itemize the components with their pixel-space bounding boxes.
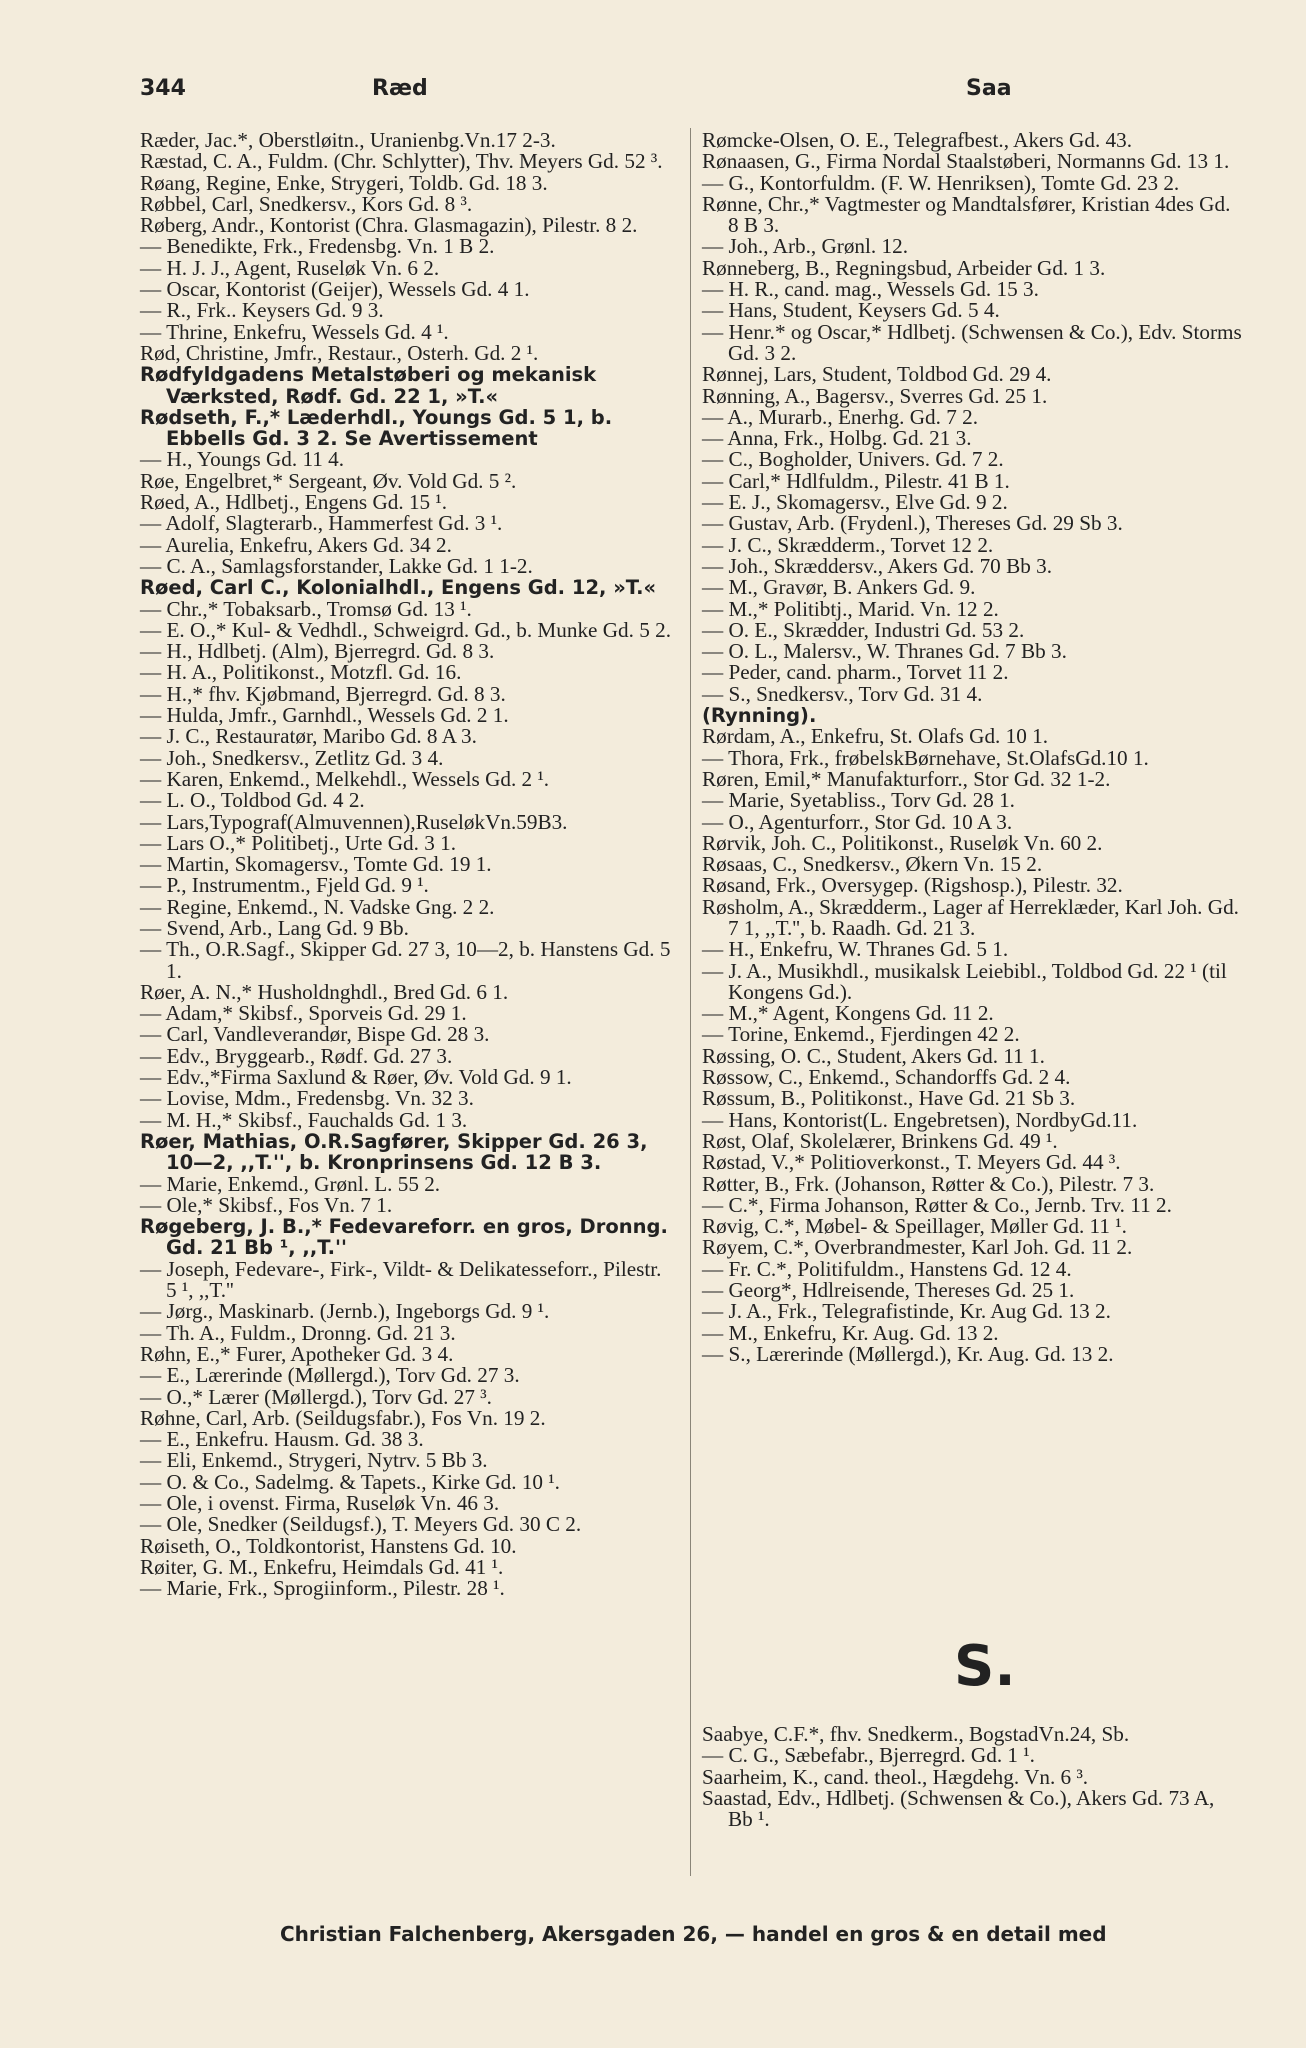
directory-entry: — Eli, Enkemd., Strygeri, Nytrv. 5 Bb 3. bbox=[140, 1448, 488, 1473]
s-section-entries bbox=[702, 1724, 1242, 1830]
directory-entry: — Oscar, Kontorist (Geijer), Wessels Gd. 4 1. bbox=[140, 277, 530, 302]
directory-entry: — C. G., Sæbefabr., Bjerregrd. Gd. 1 ¹. bbox=[702, 1743, 1035, 1768]
right-column bbox=[702, 130, 1242, 1365]
directory-entry: — Fr. C.*, Politifuldm., Hanstens Gd. 12 4. bbox=[702, 1256, 1072, 1281]
directory-entry: Røgeberg, J. B.,* Fedevareforr. en gros, Dronng. Gd. 21 Bb ¹, ,,T.'' bbox=[140, 1215, 668, 1260]
directory-entry: — Benedikte, Frk., Fredensbg. Vn. 1 B 2. bbox=[140, 234, 495, 259]
directory-entry: — Marie, Frk., Sprogiinform., Pilestr. 28 ¹. bbox=[140, 1576, 505, 1601]
directory-entry: — Th. A., Fuldm., Dronng. Gd. 21 3. bbox=[140, 1320, 456, 1345]
directory-entry: — Regine, Enkemd., N. Vadske Gng. 2 2. bbox=[140, 894, 495, 919]
directory-entry: Røhn, E.,* Furer, Apotheker Gd. 3 4. bbox=[140, 1341, 454, 1366]
directory-entry: — H. A., Politikonst., Motzfl. Gd. 16. bbox=[140, 660, 462, 685]
directory-entry: — Edv., Bryggearb., Rødf. Gd. 27 3. bbox=[140, 1043, 453, 1068]
directory-entry: Rørvik, Joh. C., Politikonst., Ruseløk Vn. 60 2. bbox=[702, 830, 1103, 855]
section-letter-heading: S. bbox=[954, 1634, 1016, 1699]
directory-entry: — Henr.* og Oscar,* Hdlbetj. (Schwensen & Co.), Edv. Storms Gd. 3 2. bbox=[702, 319, 1242, 365]
footer-advertisement: Christian Falchenberg, Akersgaden 26, — handel en gros & en detail med bbox=[280, 1922, 1107, 1946]
directory-entry: — Karen, Enkemd., Melkehdl., Wessels Gd. 2 ¹. bbox=[140, 766, 550, 791]
running-head-right: Saa bbox=[966, 76, 1012, 101]
directory-entry: — Joh., Skræddersv., Akers Gd. 70 Bb 3. bbox=[702, 553, 1052, 578]
directory-entry: — Th., O.R.Sagf., Skipper Gd. 27 3, 10—2, b. Hanstens Gd. 5 1. bbox=[140, 937, 671, 983]
directory-entry: Røyem, C.*, Overbrandmester, Karl Joh. Gd. 11 2. bbox=[702, 1235, 1133, 1260]
directory-entry: — Ole,* Skibsf., Fos Vn. 7 1. bbox=[140, 1192, 393, 1217]
directory-entry: — J. C., Skrædderm., Torvet 12 2. bbox=[702, 532, 994, 557]
directory-entry: Røstad, V.,* Politioverkonst., T. Meyers Gd. 44 ³. bbox=[702, 1150, 1121, 1175]
directory-entry: Røed, Carl C., Kolonialhdl., Engens Gd. 12, »T.« bbox=[140, 576, 657, 600]
directory-entry: — Joh., Arb., Grønl. 12. bbox=[702, 234, 908, 259]
directory-entry: Rønnej, Lars, Student, Toldbod Gd. 29 4. bbox=[702, 362, 1052, 387]
left-column bbox=[140, 130, 672, 1599]
directory-entry: — Carl, Vandleverandør, Bispe Gd. 28 3. bbox=[140, 1022, 490, 1047]
directory-entry: — Joh., Snedkersv., Zetlitz Gd. 3 4. bbox=[140, 745, 444, 770]
directory-entry: — R., Frk.. Keysers Gd. 9 3. bbox=[140, 298, 384, 323]
directory-entry: — H.,* fhv. Kjøbmand, Bjerregrd. Gd. 8 3. bbox=[140, 681, 506, 706]
directory-entry: — J. C., Restauratør, Maribo Gd. 8 A 3. bbox=[140, 724, 477, 749]
directory-entry: Røsholm, A., Skrædderm., Lager af Herreklæder, Karl Joh. Gd. 7 1, ,,T.'', b. Raadh. Gd. 21 3. bbox=[702, 894, 1239, 940]
directory-entry: — P., Instrumentm., Fjeld Gd. 9 ¹. bbox=[140, 873, 429, 898]
directory-entry: Røer, A. N.,* Husholdnghdl., Bred Gd. 6 1. bbox=[140, 979, 509, 1004]
directory-entry: — O. L., Malersv., W. Thranes Gd. 7 Bb 3. bbox=[702, 639, 1067, 664]
directory-entry: Saastad, Edv., Hdlbetj. (Schwensen & Co.), Akers Gd. 73 A, Bb ¹. bbox=[702, 1785, 1215, 1832]
directory-entry: Rørdam, A., Enkefru, St. Olafs Gd. 10 1. bbox=[702, 724, 1049, 749]
directory-entry: — E. O.,* Kul- & Vedhdl., Schweigrd. Gd., b. Munke Gd. 5 2. bbox=[140, 617, 672, 642]
directory-entry: — L. O., Toldbod Gd. 4 2. bbox=[140, 788, 365, 813]
directory-entry: (Rynning). bbox=[702, 704, 817, 728]
directory-entry: — Thora, Frk., frøbelskBørnehave, St.OlafsGd.10 1. bbox=[702, 745, 1149, 770]
directory-entry: — C.*, Firma Johanson, Røtter & Co., Jernb. Trv. 11 2. bbox=[702, 1192, 1172, 1217]
directory-entry: Røhne, Carl, Arb. (Seildugsfabr.), Fos Vn. 19 2. bbox=[140, 1405, 546, 1430]
directory-entry: — O. & Co., Sadelmg. & Tapets., Kirke Gd. 10 ¹. bbox=[140, 1469, 560, 1494]
directory-entry: Røren, Emil,* Manufakturforr., Stor Gd. 32 1-2. bbox=[702, 766, 1111, 791]
directory-entry: — H., Enkefru, W. Thranes Gd. 5 1. bbox=[702, 937, 1009, 962]
directory-entry: Røtter, B., Frk. (Johanson, Røtter & Co.), Pilestr. 7 3. bbox=[702, 1171, 1155, 1196]
directory-entry: — Anna, Frk., Holbg. Gd. 21 3. bbox=[702, 426, 972, 451]
directory-entry: — Joseph, Fedevare-, Firk-, Vildt- & Delikatesseforr., Pilestr. 5 ¹, ,,T.'' bbox=[140, 1256, 662, 1303]
directory-entry: — C., Bogholder, Univers. Gd. 7 2. bbox=[702, 447, 1004, 472]
directory-entry: — Marie, Enkemd., Grønl. L. 55 2. bbox=[140, 1171, 441, 1196]
directory-entry: — S., Lærerinde (Møllergd.), Kr. Aug. Gd. 13 2. bbox=[702, 1341, 1114, 1366]
directory-entry: Rødseth, F.,* Læderhdl., Youngs Gd. 5 1, b. Ebbells Gd. 3 2. Se Avertissement bbox=[140, 405, 613, 451]
directory-entry: Saabye, C.F.*, fhv. Snedkerm., BogstadVn.24, Sb. bbox=[702, 1722, 1130, 1746]
directory-entry: Røbbel, Carl, Snedkersv., Kors Gd. 8 ³. bbox=[140, 191, 473, 216]
directory-entry: — Peder, cand. pharm., Torvet 11 2. bbox=[702, 660, 1009, 685]
directory-entry: Røer, Mathias, O.R.Sagfører, Skipper Gd. 26 3, 10—2, ,,T.'', b. Kronprinsens Gd. 12 B 3. bbox=[140, 1129, 648, 1175]
directory-entry: — Aurelia, Enkefru, Akers Gd. 34 2. bbox=[140, 532, 452, 557]
directory-entry: — E., Enkefru. Hausm. Gd. 38 3. bbox=[140, 1427, 424, 1452]
directory-entry: — H. R., cand. mag., Wessels Gd. 15 3. bbox=[702, 277, 1039, 302]
directory-entry: — Chr.,* Tobaksarb., Tromsø Gd. 13 ¹. bbox=[140, 596, 472, 621]
directory-entry: — C. A., Samlagsforstander, Lakke Gd. 1 1-2. bbox=[140, 553, 533, 578]
directory-entry: — M.,* Politibtj., Marid. Vn. 12 2. bbox=[702, 596, 999, 621]
directory-entry: — O.,* Lærer (Møllergd.), Torv Gd. 27 ³. bbox=[140, 1384, 492, 1409]
directory-entry: — H. J. J., Agent, Ruseløk Vn. 6 2. bbox=[140, 255, 440, 280]
directory-entry: Rønneberg, B., Regningsbud, Arbeider Gd. 1 3. bbox=[702, 255, 1106, 280]
directory-entry: — Svend, Arb., Lang Gd. 9 Bb. bbox=[140, 915, 409, 940]
directory-entry: — Jørg., Maskinarb. (Jernb.), Ingeborgs Gd. 9 ¹. bbox=[140, 1299, 550, 1324]
directory-entry: Ræstad, C. A., Fuldm. (Chr. Schlytter), Thv. Meyers Gd. 52 ³. bbox=[140, 149, 663, 174]
column-divider bbox=[690, 128, 691, 1876]
directory-entry: Røssum, B., Politikonst., Have Gd. 21 Sb 3. bbox=[702, 1086, 1076, 1111]
directory-entry: — M.,* Agent, Kongens Gd. 11 2. bbox=[702, 1001, 994, 1026]
directory-entry: Rønning, A., Bagersv., Sverres Gd. 25 1. bbox=[702, 383, 1048, 408]
directory-entry: — H., Youngs Gd. 11 4. bbox=[140, 447, 345, 472]
directory-entry: — Adolf, Slagterarb., Hammerfest Gd. 3 ¹. bbox=[140, 511, 503, 536]
directory-entry: Røang, Regine, Enke, Strygeri, Toldb. Gd. 18 3. bbox=[140, 170, 548, 195]
directory-entry: — O. E., Skrædder, Industri Gd. 53 2. bbox=[702, 617, 1025, 642]
page-header bbox=[140, 72, 1190, 112]
directory-entry: Ræder, Jac.*, Oberstløitn., Uranienbg.Vn.17 2-3. bbox=[140, 128, 556, 152]
directory-entry: — J. A., Musikhdl., musikalsk Leiebibl., Toldbod Gd. 22 ¹ (til Kongens Gd.). bbox=[702, 958, 1227, 1004]
directory-entry: — Ole, Snedker (Seildugsf.), T. Meyers Gd. 30 C 2. bbox=[140, 1512, 582, 1537]
directory-entry: Røvig, C.*, Møbel- & Speillager, Møller Gd. 11 ¹. bbox=[702, 1214, 1127, 1239]
directory-entry: Rød, Christine, Jmfr., Restaur., Osterh. Gd. 2 ¹. bbox=[140, 340, 539, 365]
page-number: 344 bbox=[140, 76, 186, 101]
directory-entry: — Lovise, Mdm., Fredensbg. Vn. 32 3. bbox=[140, 1086, 474, 1111]
directory-entry: — H., Hdlbetj. (Alm), Bjerregrd. Gd. 8 3. bbox=[140, 639, 495, 664]
directory-entry: — Hans, Student, Keysers Gd. 5 4. bbox=[702, 298, 1000, 323]
directory-entry: — Torine, Enkemd., Fjerdingen 42 2. bbox=[702, 1022, 1020, 1047]
directory-entry: — M., Gravør, B. Ankers Gd. 9. bbox=[702, 575, 976, 600]
directory-entry: Røiseth, O., Toldkontorist, Hanstens Gd. 10. bbox=[140, 1533, 517, 1558]
directory-entry: — Martin, Skomagersv., Tomte Gd. 19 1. bbox=[140, 852, 492, 877]
directory-entry: Saarheim, K., cand. theol., Hægdehg. Vn. 6 ³. bbox=[702, 1764, 1089, 1789]
directory-entry: Røe, Engelbret,* Sergeant, Øv. Vold Gd. 5 ². bbox=[140, 468, 517, 493]
directory-entry: Røssing, O. C., Student, Akers Gd. 11 1. bbox=[702, 1043, 1045, 1068]
directory-entry: — M. H.,* Skibsf., Fauchalds Gd. 1 3. bbox=[140, 1107, 468, 1132]
directory-entry: Rødfyldgadens Metalstøberi og mekanisk Værksted, Rødf. Gd. 22 1, »T.« bbox=[140, 363, 597, 408]
directory-entry: — E., Lærerinde (Møllergd.), Torv Gd. 27 3. bbox=[140, 1363, 520, 1388]
directory-entry: — Ole, i ovenst. Firma, Ruseløk Vn. 46 3. bbox=[140, 1491, 500, 1515]
directory-entry: — Thrine, Enkefru, Wessels Gd. 4 ¹. bbox=[140, 319, 449, 344]
directory-entry: — J. A., Frk., Telegrafistinde, Kr. Aug Gd. 13 2. bbox=[702, 1299, 1111, 1324]
directory-entry: — A., Murarb., Enerhg. Gd. 7 2. bbox=[702, 404, 978, 429]
directory-entry: Rønne, Chr.,* Vagtmester og Mandtalsfører, Kristian 4des Gd. 8 B 3. bbox=[702, 191, 1231, 238]
directory-entry: Røsand, Frk., Oversygep. (Rigshosp.), Pilestr. 32. bbox=[702, 873, 1123, 898]
directory-entry: — Gustav, Arb. (Frydenl.), Thereses Gd. 29 Sb 3. bbox=[702, 511, 1123, 536]
directory-entry: Rømcke-Olsen, O. E., Telegrafbest., Akers Gd. 43. bbox=[702, 128, 1133, 152]
directory-entry: — O., Agenturforr., Stor Gd. 10 A 3. bbox=[702, 809, 1013, 834]
directory-entry: — G., Kontorfuldm. (F. W. Henriksen), Tomte Gd. 23 2. bbox=[702, 170, 1180, 195]
directory-entry: — Hans, Kontorist(L. Engebretsen), NordbyGd.11. bbox=[702, 1107, 1138, 1132]
directory-entry: — Lars O.,* Politibetj., Urte Gd. 3 1. bbox=[140, 830, 457, 855]
directory-entry: — Adam,* Skibsf., Sporveis Gd. 29 1. bbox=[140, 1001, 467, 1026]
directory-entry: Røed, A., Hdlbetj., Engens Gd. 15 ¹. bbox=[140, 490, 448, 515]
directory-entry: — Lars,Typograf(Almuvennen),RuseløkVn.59B3. bbox=[140, 809, 568, 834]
directory-entry: Røssow, C., Enkemd., Schandorffs Gd. 2 4. bbox=[702, 1065, 1071, 1090]
directory-entry: — S., Snedkersv., Torv Gd. 31 4. bbox=[702, 681, 983, 706]
directory-entry: — Edv.,*Firma Saxlund & Røer, Øv. Vold Gd. 9 1. bbox=[140, 1065, 572, 1090]
directory-entry: Røiter, G. M., Enkefru, Heimdals Gd. 41 ¹. bbox=[140, 1554, 504, 1579]
directory-entry: — E. J., Skomagersv., Elve Gd. 9 2. bbox=[702, 490, 1008, 515]
directory-entry: Rønaasen, G., Firma Nordal Staalstøberi, Normanns Gd. 13 1. bbox=[702, 149, 1230, 174]
directory-entry: — Marie, Syetabliss., Torv Gd. 28 1. bbox=[702, 788, 1015, 813]
running-head-left: Ræd bbox=[372, 76, 428, 101]
directory-entry: — Georg*, Hdlreisende, Thereses Gd. 25 1. bbox=[702, 1278, 1075, 1303]
directory-entry: Røberg, Andr., Kontorist (Chra. Glasmagazin), Pilestr. 8 2. bbox=[140, 213, 638, 238]
directory-entry: — M., Enkefru, Kr. Aug. Gd. 13 2. bbox=[702, 1320, 999, 1345]
directory-entry: Røst, Olaf, Skolelærer, Brinkens Gd. 49 ¹. bbox=[702, 1128, 1058, 1153]
directory-entry: — Hulda, Jmfr., Garnhdl., Wessels Gd. 2 1. bbox=[140, 703, 509, 728]
directory-entry: Røsaas, C., Snedkersv., Økern Vn. 15 2. bbox=[702, 852, 1043, 877]
directory-entry: — Carl,* Hdlfuldm., Pilestr. 41 B 1. bbox=[702, 468, 1010, 493]
